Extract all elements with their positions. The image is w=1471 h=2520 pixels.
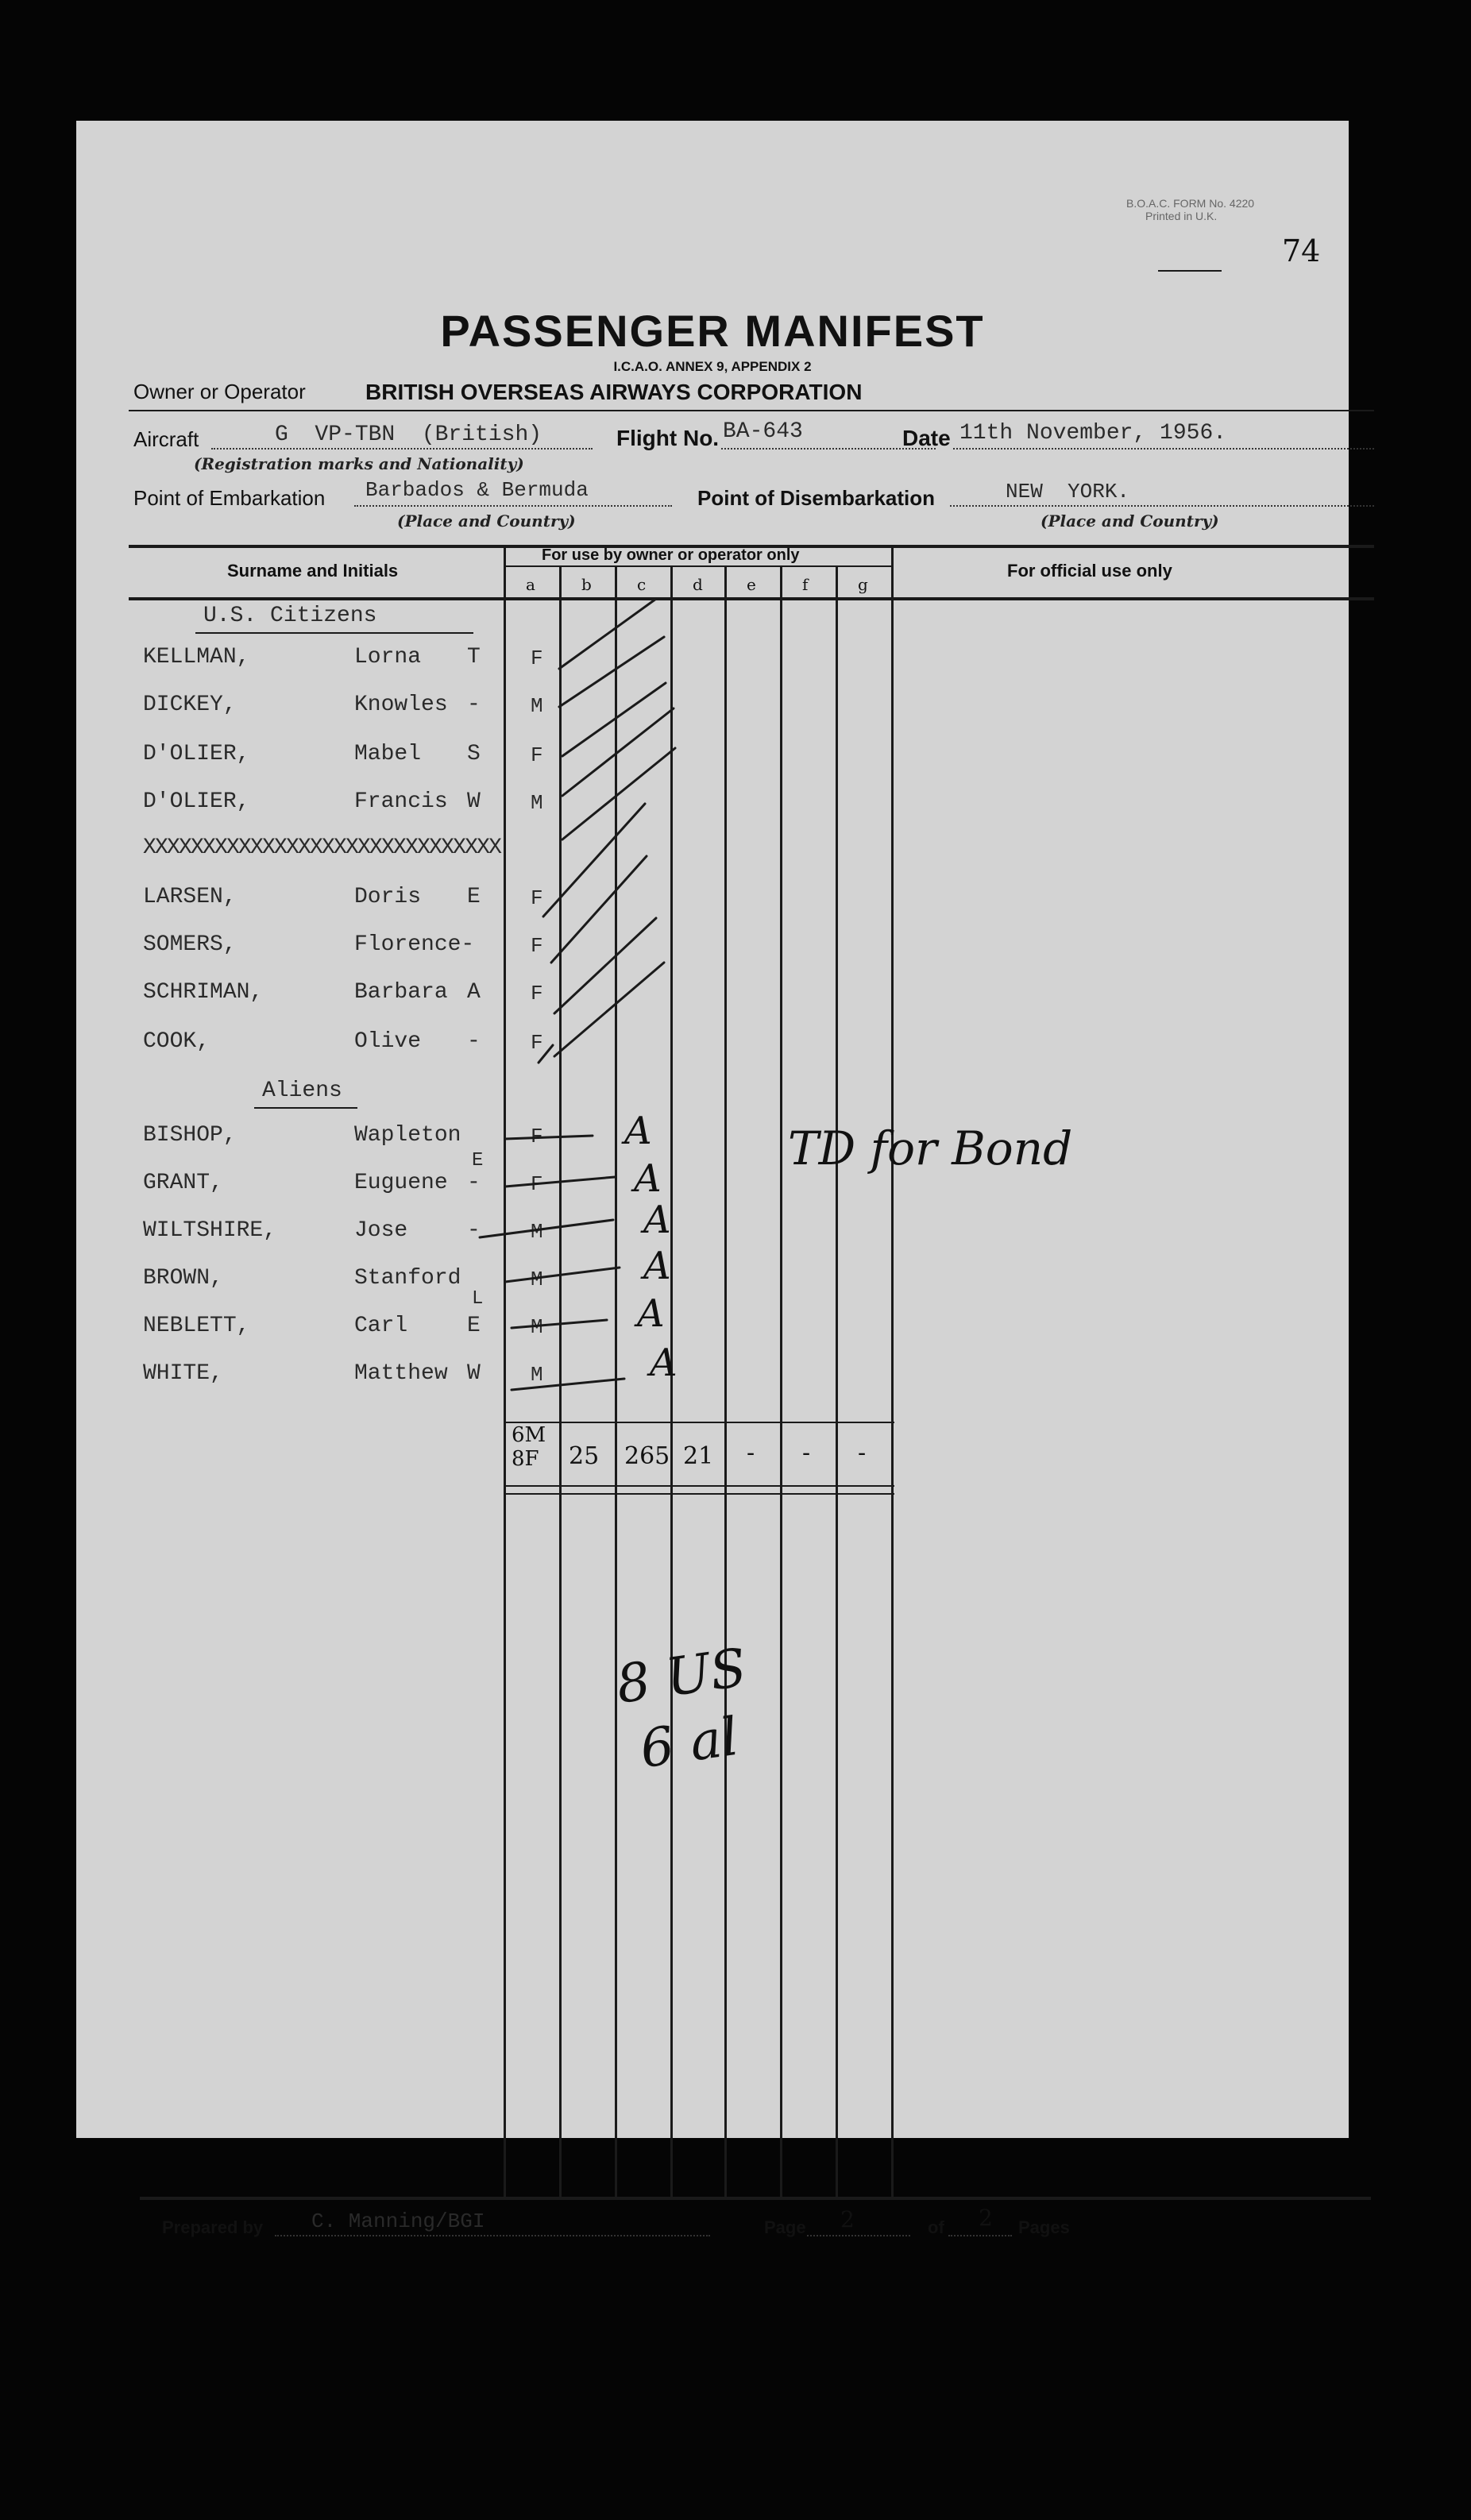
handwritten-strokes <box>76 121 1349 2138</box>
sub-col-b: b <box>581 575 592 594</box>
surname: BISHOP, <box>143 1123 237 1148</box>
handwritten-mark: A <box>650 1341 678 1385</box>
given-name: Stanford <box>354 1266 461 1291</box>
sex: F <box>531 1125 543 1148</box>
page-label: Page <box>764 2217 806 2237</box>
surname: GRANT, <box>143 1171 223 1195</box>
total-e: - <box>747 1439 755 1467</box>
sex: F <box>531 982 543 1005</box>
disembarkation-label: Point of Disembarkation <box>697 486 936 510</box>
given-name: Matthew <box>354 1361 448 1386</box>
of-label: of <box>928 2217 944 2237</box>
given-name: Mabel <box>354 742 422 766</box>
handwritten-mark: A <box>634 1156 662 1201</box>
prepared-by-label: Prepared by <box>162 2217 264 2237</box>
sex: M <box>531 791 543 815</box>
sex: M <box>531 694 543 718</box>
group-aliens: Aliens <box>262 1079 342 1103</box>
correction-l: L <box>472 1288 484 1310</box>
date-label: Date <box>902 426 951 450</box>
owner-value: BRITISH OVERSEAS AIRWAYS CORPORATION <box>365 380 863 404</box>
sex: F <box>531 934 543 958</box>
sub-col-d: d <box>693 575 703 594</box>
sub-col-e: e <box>747 575 756 594</box>
aircraft-note: (Registration marks and Nationality) <box>194 454 524 473</box>
handwritten-summary-aliens: 6 al <box>636 1705 743 1781</box>
handwritten-mark: A <box>637 1291 665 1336</box>
given-name: Euguene <box>354 1171 448 1195</box>
given-name: Jose <box>354 1218 408 1243</box>
correction-e: E <box>472 1150 484 1171</box>
sex: F <box>531 886 543 910</box>
given-name: Francis <box>354 789 448 814</box>
surname: LARSEN, <box>143 885 237 909</box>
given-name: Florence- <box>354 932 475 957</box>
initial: T <box>467 645 481 670</box>
totals-rule-1 <box>505 1485 894 1487</box>
manifest-page <box>76 121 1349 2237</box>
sub-col-a: a <box>526 575 535 594</box>
surname: DICKEY, <box>143 693 237 717</box>
flight-label: Flight No. <box>616 426 720 450</box>
page-value: 2 <box>840 2206 855 2232</box>
surname: D'OLIER, <box>143 742 250 766</box>
initial: W <box>467 789 481 814</box>
surname: SOMERS, <box>143 932 237 957</box>
given-name: Olive <box>354 1029 422 1054</box>
given-name: Wapleton <box>354 1123 461 1148</box>
initial: - <box>467 693 481 717</box>
form-stamp-line1: B.O.A.C. FORM No. 4220 <box>1126 197 1255 210</box>
initial: W <box>467 1361 481 1386</box>
total-b: 25 <box>569 1442 600 1470</box>
sub-col-f: f <box>802 575 809 594</box>
total-d: 21 <box>683 1442 714 1470</box>
form-stamp-line2: Printed in U.K. <box>1145 210 1218 222</box>
disembarkation-value: NEW YORK. <box>1006 480 1130 504</box>
surname: D'OLIER, <box>143 789 250 814</box>
given-name: Barbara <box>354 980 448 1005</box>
handwritten-summary-us: 8 US <box>612 1636 751 1716</box>
totals-top-rule <box>505 1422 894 1423</box>
sub-col-c: c <box>637 575 647 594</box>
given-name: Knowles <box>354 693 448 717</box>
of-value: 2 <box>979 2205 993 2231</box>
embarkation-label: Point of Embarkation <box>133 486 326 510</box>
sex: F <box>531 1031 543 1055</box>
sex: F <box>531 743 543 767</box>
date-value: 11th November, 1956. <box>959 421 1227 446</box>
given-name: Lorna <box>354 645 422 670</box>
sex: M <box>531 1268 543 1291</box>
page-title: PASSENGER MANIFEST <box>440 306 985 356</box>
aircraft-label: Aircraft <box>133 427 199 451</box>
of-line <box>948 2235 1012 2236</box>
page-number: 74 <box>1282 233 1321 268</box>
page-line <box>807 2235 910 2236</box>
surname: KELLMAN, <box>143 645 250 670</box>
surname: WHITE, <box>143 1361 223 1386</box>
col-surname-header: Surname and Initials <box>227 561 399 581</box>
total-a-female: 8F <box>512 1447 539 1471</box>
aircraft-value: G VP-TBN (British) <box>275 423 542 447</box>
sex: F <box>531 1172 543 1196</box>
prepared-by-line <box>275 2235 710 2236</box>
group-us-citizens: U.S. Citizens <box>203 604 377 628</box>
initial: - <box>467 1218 481 1243</box>
initial: - <box>467 1029 481 1054</box>
sex: M <box>531 1363 543 1387</box>
handwritten-mark: A <box>624 1109 652 1153</box>
embarkation-note: (Place and Country) <box>397 511 576 531</box>
sex: M <box>531 1315 543 1339</box>
handwritten-mark: A <box>643 1244 671 1288</box>
total-g: - <box>858 1439 867 1467</box>
initial: A <box>467 980 481 1005</box>
surname: BROWN, <box>143 1266 223 1291</box>
totals-rule-2 <box>505 1493 894 1495</box>
pages-label: Pages <box>1018 2217 1070 2237</box>
initial: E <box>467 885 481 909</box>
surname: SCHRIMAN, <box>143 980 264 1005</box>
given-name: Doris <box>354 885 422 909</box>
surname: NEBLETT, <box>143 1314 250 1338</box>
prepared-by-value: C. Manning/BGI <box>311 2209 485 2233</box>
surname: COOK, <box>143 1029 210 1054</box>
sex: M <box>531 1220 543 1244</box>
initial: S <box>467 742 481 766</box>
sex: F <box>531 646 543 670</box>
initial: - <box>467 1171 481 1195</box>
col-operator-header: For use by owner or operator only <box>542 546 800 564</box>
total-a-male: 6M <box>512 1423 546 1447</box>
flight-value: BA-643 <box>723 419 803 444</box>
embarkation-value: Barbados & Bermuda <box>365 478 589 502</box>
struck-out-row: XXXXXXXXXXXXXXXXXXXXXXXXXXXXXX <box>143 835 501 860</box>
initial: E <box>467 1314 481 1338</box>
given-name: Carl <box>354 1314 408 1338</box>
sub-col-g: g <box>858 575 868 594</box>
page-subtitle: I.C.A.O. ANNEX 9, APPENDIX 2 <box>613 359 812 374</box>
owner-label: Owner or Operator <box>133 380 306 403</box>
handwritten-note: TD for Bond <box>788 1121 1073 1175</box>
col-official-header: For official use only <box>1007 561 1172 581</box>
surname: WILTSHIRE, <box>143 1218 277 1243</box>
handwritten-mark: A <box>643 1198 671 1242</box>
footer-rule <box>140 2197 1371 2200</box>
disembarkation-note: (Place and Country) <box>1041 511 1219 531</box>
total-f: - <box>802 1439 811 1467</box>
total-c: 265 <box>624 1442 670 1470</box>
